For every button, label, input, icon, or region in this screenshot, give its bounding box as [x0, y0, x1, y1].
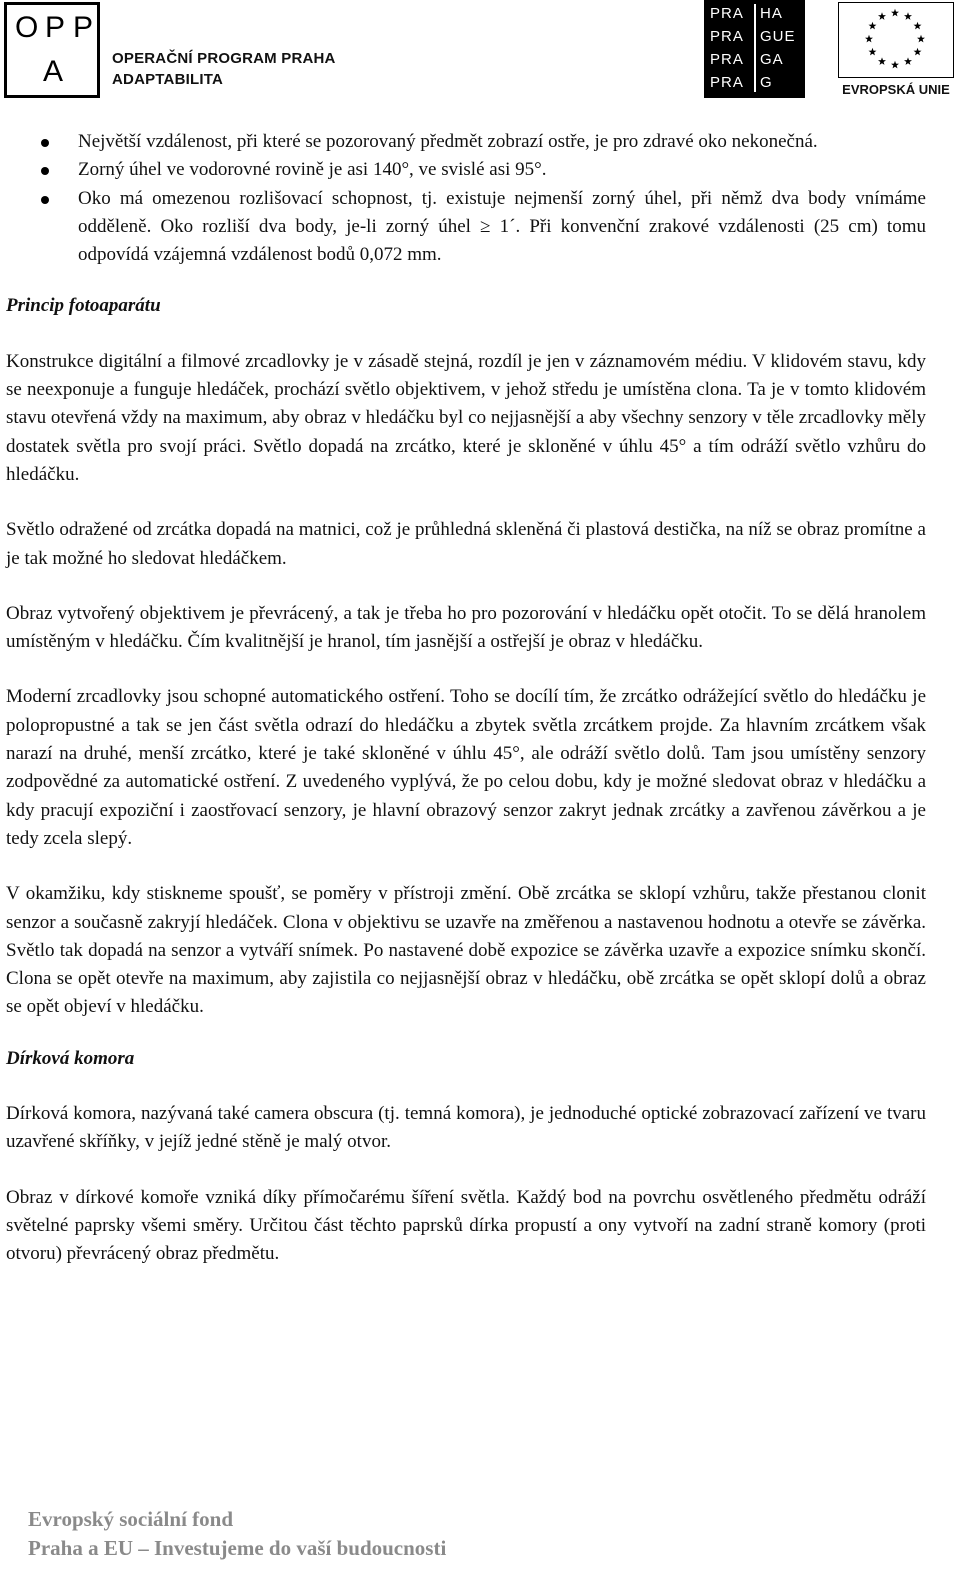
paragraph: Konstrukce digitální a filmové zrcadlovky je v zásadě stejná, rozdíl je jen v záznamovém médiu. V klidovém stavu, kdy se neexponuje a funguje hledáček, prochází světlo objektivem, v jehož středu je umístěna clona. Ta je v tomto klidovém stavu otevřená vždy na maximum, aby obraz v hledáčku byl co nejjasnější a aby všechny senzory v těle zrcadlovky měly dostatek světla pro svojí práci. Světlo dopadá na zrcátko, které je skloněné v úhlu 45° a tím odráží světlo vzhůru do hledáčku. [6, 350, 926, 485]
praha-logo-text: PRA [710, 5, 744, 22]
praha-logo-text: PRA [710, 74, 744, 91]
oppa-logo-letter: P [45, 11, 66, 44]
praha-logo [704, 0, 805, 98]
footer-line: Evropský sociální fond [28, 1507, 234, 1531]
praha-logo-text: PRA [710, 28, 744, 45]
eu-logo [836, 2, 956, 98]
bullet-icon [41, 196, 49, 204]
eu-star-icon [868, 48, 876, 56]
oppa-logo-letter: A [43, 55, 64, 88]
praha-logo-text: G [760, 74, 773, 91]
page-footer [28, 1505, 446, 1563]
bullet-icon [41, 139, 49, 147]
praha-logo-text: GA [760, 51, 784, 68]
eu-star-icon [868, 22, 876, 30]
list-item [6, 156, 926, 184]
paragraph: Světlo odražené od zrcátka dopadá na matnici, což je průhledná skleněná či plastová destička, na níž se obraz promítne a je tak možné ho sledovat hledáčkem. [6, 519, 926, 569]
list-item-text: Oko má omezenou rozlišovací schopnost, tj. existuje nejmenší zorný úhel, při němž dva body vnímáme odděleně. Oko rozliší dva body, je-li zorný úhel ≥ 1´. Při konvenční zrakové vzdálenosti (25 cm) tomu odpovídá vzájemná vzdálenost bodů 0,072 mm. [78, 187, 926, 266]
eu-stars-icon [839, 3, 952, 76]
section-heading: Princip fotoaparátu [6, 295, 161, 317]
praha-logo-text: GUE [760, 28, 796, 45]
eu-star-icon [891, 9, 899, 17]
bullet-icon [41, 167, 49, 175]
eu-star-icon [917, 35, 925, 43]
eu-star-icon [865, 35, 873, 43]
oppa-logo [4, 2, 100, 98]
list-item-text: Největší vzdálenost, při které se pozorovaný předmět zobrazí ostře, je pro zdravé oko nekonečná. [78, 131, 818, 152]
eu-label: EVROPSKÁ UNIE [842, 82, 950, 97]
paragraph: V okamžiku, kdy stiskneme spoušť, se poměry v přístroji změní. Obě zrcátka se sklopí vzhůru, takže přestanou clonit senzor a současně zakryjí hledáček. Clona v objektivu se uzavře na změřenou a nastavenou hodnotu a otevře se závěrka. Světlo tak dopadá na senzor a vytváří snímek. Po nastavené době expozice se závěrka uzavře a expozice snímku skončí. Clona se opět otevře na maximum, aby zajistila co nejjasnější obraz v hledáčku, obě zrcátka se opět sklopí dolů a obraz se opět objeví v hledáčku. [6, 883, 926, 1018]
oppa-logo-letter: O [15, 11, 39, 44]
oppa-program-subtitle: ADAPTABILITA [112, 71, 223, 88]
paragraph: Obraz v dírkové komoře vzniká díky přímočarému šíření světla. Každý bod na povrchu osvětleného předmětu odráží světelné paprsky všemi směry. Určitou část těchto paprsků dírka propustí a ony vytvoří na zadní straně komory (proti otvoru) převrácený obraz předmětu. [6, 1186, 926, 1265]
eu-flag-icon [838, 2, 954, 78]
praha-logo-text: PRA [710, 51, 744, 68]
praha-logo-divider [754, 4, 756, 92]
footer-line: Praha a EU – Investujeme do vaší budoucnosti [28, 1536, 447, 1560]
oppa-logo-letter: P [73, 11, 94, 44]
section-heading: Dírková komora [6, 1047, 135, 1069]
page-header [0, 0, 960, 110]
paragraph: Dírková komora, nazývaná také camera obscura (tj. temná komora), je jednoduché optické zobrazovací zařízení ve tvaru uzavřené skříňky, v jejíž jedné stěně je malý otvor. [6, 1103, 926, 1153]
eu-star-icon [878, 12, 886, 20]
paragraph: Moderní zrcadlovky jsou schopné automatického ostření. Toho se docílí tím, že zrcátko odrážející světlo do hledáčku je polopropustné a tak se jen část světla odrazí do hledáčku a zbytek světla zrcátkem projde. Za hlavním zrcátkem však narazí na druhé, menší zrcátko, které je také skloněné v úhlu 45°, ale odráží světlo dolů. Tam jsou umístěny senzory zodpovědné za automatické ostření. Z uvedeného vyplývá, že po celou dobu, kdy je možné sledovat obraz v hledáčku a kdy pracují expoziční i zaostřovací senzory, je hlavní obrazový senzor zakryt jednak zrcátky a zavřenou závěrkou a je tedy zcela slepý. [6, 686, 926, 849]
paragraph: Obraz vytvořený objektivem je převrácený, a tak je třeba ho pro pozorování v hledáčku opět otočit. To se dělá hranolem umístěným v hledáčku. Čím kvalitnější je hranol, tím jasnější a ostřejší je obraz v hledáčku. [6, 602, 926, 653]
list-item-text: Zorný úhel ve vodorovné rovině je asi 140°, ve svislé asi 95°. [78, 159, 547, 181]
list-item [6, 128, 926, 156]
eu-star-icon [891, 61, 899, 69]
list-item [6, 185, 926, 270]
oppa-program-title: OPERAČNÍ PROGRAM PRAHA [112, 50, 336, 67]
eu-star-icon [904, 12, 912, 20]
eu-star-icon [878, 57, 886, 65]
document-body [6, 128, 926, 1269]
praha-logo-text: HA [760, 5, 783, 22]
eu-star-icon [914, 22, 922, 30]
bullet-list [6, 128, 926, 269]
eu-star-icon [904, 57, 912, 65]
eu-star-icon [914, 48, 922, 56]
